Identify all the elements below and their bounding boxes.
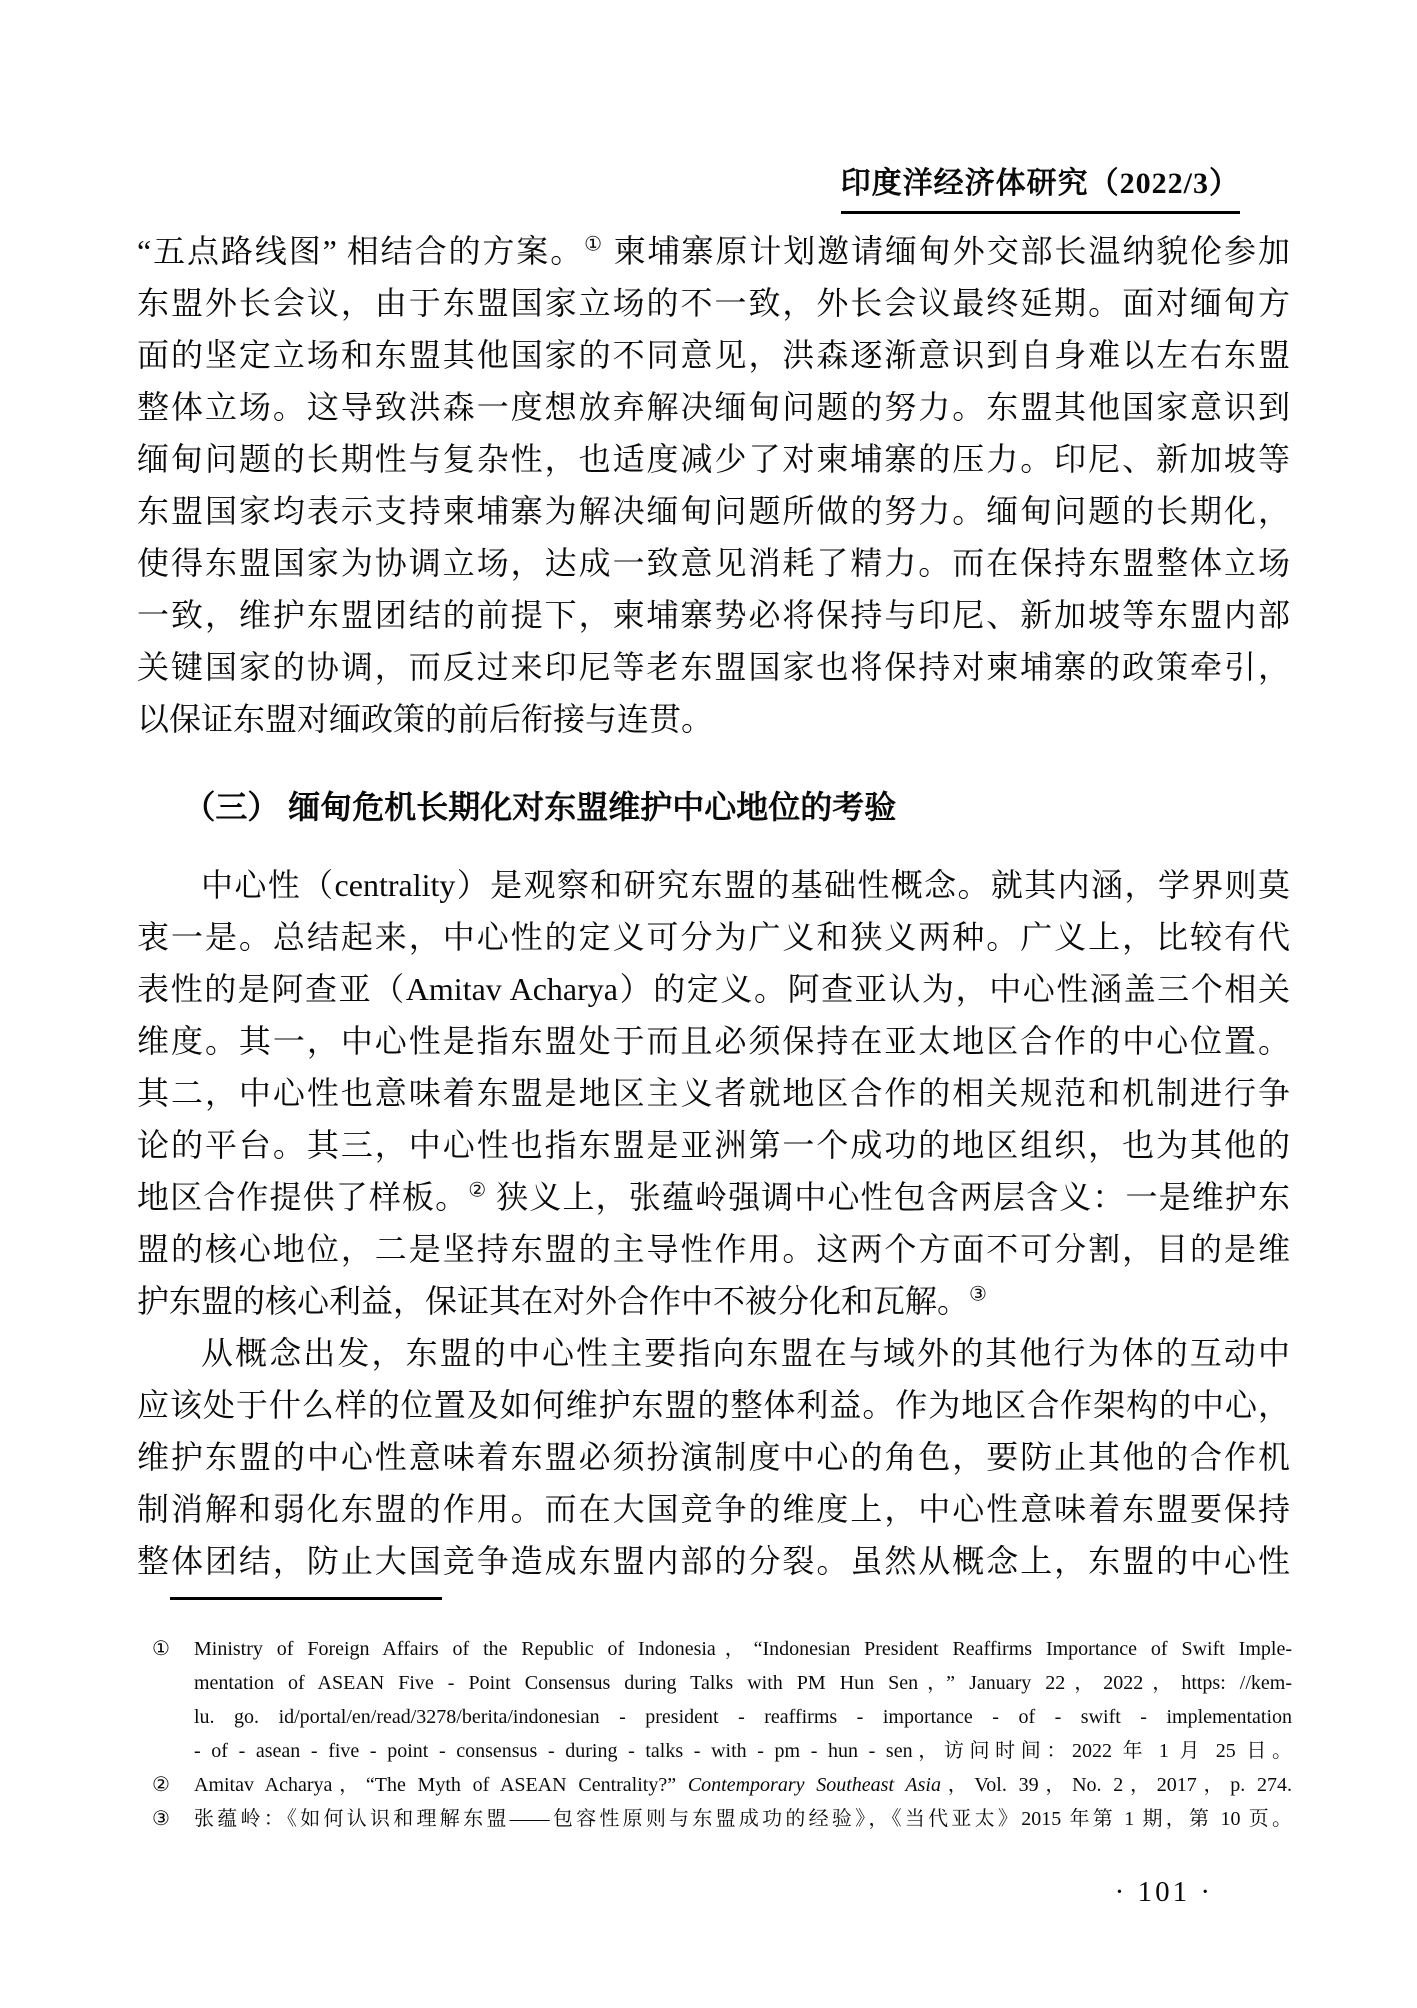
footnote-line: Ministry of Foreign Affairs of the Republic of Indonesia，“Indonesian President Reaffirms Importance of Swift Imple- xyxy=(194,1638,1292,1660)
running-head: 印度洋经济体研究（2022/3） xyxy=(841,158,1240,214)
text-line: 以保证东盟对缅政策的前后衔接与连贯。 xyxy=(137,701,714,737)
text-line: 一致，维护东盟团结的前提下，柬埔寨势必将保持与印尼、新加坡等东盟内部 xyxy=(137,597,1290,633)
footnote xyxy=(152,1768,1292,1802)
footnote-ref: ② xyxy=(468,1179,488,1202)
text-line: 制消解和弱化东盟的作用。而在大国竞争的维度上，中心性意味着东盟要保持 xyxy=(137,1491,1290,1527)
footnote-marker: ① xyxy=(152,1638,170,1660)
text-line: 使得东盟国家为协调立场，达成一致意见消耗了精力。而在保持东盟整体立场 xyxy=(137,545,1290,581)
footnote-divider xyxy=(170,1597,442,1600)
text-line: 东盟国家均表示支持柬埔寨为解决缅甸问题所做的努力。缅甸问题的长期化， xyxy=(137,493,1290,529)
footnote-text-segment: ，Vol. 39，No. 2，2017，p. 274. xyxy=(940,1774,1292,1796)
text-line: 其二，中心性也意味着东盟是地区主义者就地区合作的相关规范和机制进行争 xyxy=(137,1075,1290,1111)
text-line: 东盟外长会议，由于东盟国家立场的不一致，外长会议最终延期。面对缅甸方 xyxy=(137,285,1290,321)
text-line: 整体立场。这导致洪森一度想放弃解决缅甸问题的努力。东盟其他国家意识到 xyxy=(137,389,1290,425)
text-line: 盟的核心地位，二是坚持东盟的主导性作用。这两个方面不可分割，目的是维 xyxy=(137,1231,1290,1267)
text-line: 地区合作提供了样板。② 狭义上，张蕴岭强调中心性包含两层含义：一是维护东 xyxy=(137,1179,1290,1215)
text-line: 维护东盟的中心性意味着东盟必须扮演制度中心的角色，要防止其他的合作机 xyxy=(137,1439,1290,1475)
text-line: 关键国家的协调，而反过来印尼等老东盟国家也将保持对柬埔寨的政策牵引， xyxy=(137,649,1290,685)
text-line: 维度。其一，中心性是指东盟处于而且必须保持在亚太地区合作的中心位置。 xyxy=(137,1023,1290,1059)
text-line: 论的平台。其三，中心性也指东盟是亚洲第一个成功的地区组织，也为其他的 xyxy=(137,1127,1290,1163)
page-number: · 101 · xyxy=(1114,1876,1213,1908)
text-line: 缅甸问题的长期性与复杂性，也适度减少了对柬埔寨的压力。印尼、新加坡等 xyxy=(137,441,1290,477)
footnote-text-segment: Amitav Acharya，“The Myth of ASEAN Centrality?” xyxy=(194,1774,688,1796)
footnote-line: 张蕴岭：《如何认识和理解东盟——包容性原则与东盟成功的经验》，《当代亚太》2015 年第 1 期，第 10 页。 xyxy=(194,1808,1292,1830)
footnotes-section xyxy=(152,1632,1292,1836)
footnote xyxy=(152,1802,1292,1836)
paragraph xyxy=(137,859,1290,1327)
journal-name-italic: Contemporary Southeast Asia xyxy=(687,1774,941,1796)
paragraph xyxy=(137,1327,1290,1587)
text-line: 护东盟的核心利益，保证其在对外合作中不被分化和瓦解。③ xyxy=(137,1283,987,1319)
text-line: 整体团结，防止大国竞争造成东盟内部的分裂。虽然从概念上，东盟的中心性 xyxy=(137,1543,1290,1579)
text-line: 面的坚定立场和东盟其他国家的不同意见，洪森逐渐意识到自身难以左右东盟 xyxy=(137,337,1290,373)
footnote-ref: ③ xyxy=(969,1283,987,1306)
text-line: 从概念出发，东盟的中心性主要指向东盟在与域外的其他行为体的互动中 xyxy=(201,1335,1290,1371)
text-line: 衷一是。总结起来，中心性的定义可分为广义和狭义两种。广义上，比较有代 xyxy=(137,919,1290,955)
footnote xyxy=(152,1632,1292,1768)
text-line: “五点路线图” 相结合的方案。① 柬埔寨原计划邀请缅甸外交部长温纳貌伦参加 xyxy=(137,233,1290,269)
footnote-ref: ① xyxy=(584,233,604,256)
article-body xyxy=(137,225,1290,1587)
footnote-marker: ② xyxy=(152,1774,170,1796)
footnote-line: lu. go. id/portal/en/read/3278/berita/indonesian - president - reaffirms - importance - of - swift - implementation xyxy=(194,1706,1292,1728)
paragraph xyxy=(137,225,1290,745)
text-line: 应该处于什么样的位置及如何维护东盟的整体利益。作为地区合作架构的中心， xyxy=(137,1387,1290,1423)
footnote-line: mentation of ASEAN Five - Point Consensus during Talks with PM Hun Sen，” January 22，2022，https: //kem- xyxy=(194,1672,1292,1694)
footnote-line xyxy=(194,1768,1292,1802)
footnote-text xyxy=(194,1768,1292,1802)
footnote-text xyxy=(194,1802,1292,1836)
text-line: 表性的是阿查亚（Amitav Acharya）的定义。阿查亚认为，中心性涵盖三个相关 xyxy=(137,971,1290,1007)
footnote-text xyxy=(194,1632,1292,1768)
section-heading: （三） 缅甸危机长期化对东盟维护中心地位的考验 xyxy=(183,789,897,825)
footnote-marker: ③ xyxy=(152,1808,170,1830)
text-line: 中心性（centrality）是观察和研究东盟的基础性概念。就其内涵，学界则莫 xyxy=(201,867,1290,903)
footnote-line: - of - asean - five - point - consensus - during - talks - with - pm - hun - sen，访问时间：2022 年 1 月 25 日。 xyxy=(194,1740,1292,1762)
